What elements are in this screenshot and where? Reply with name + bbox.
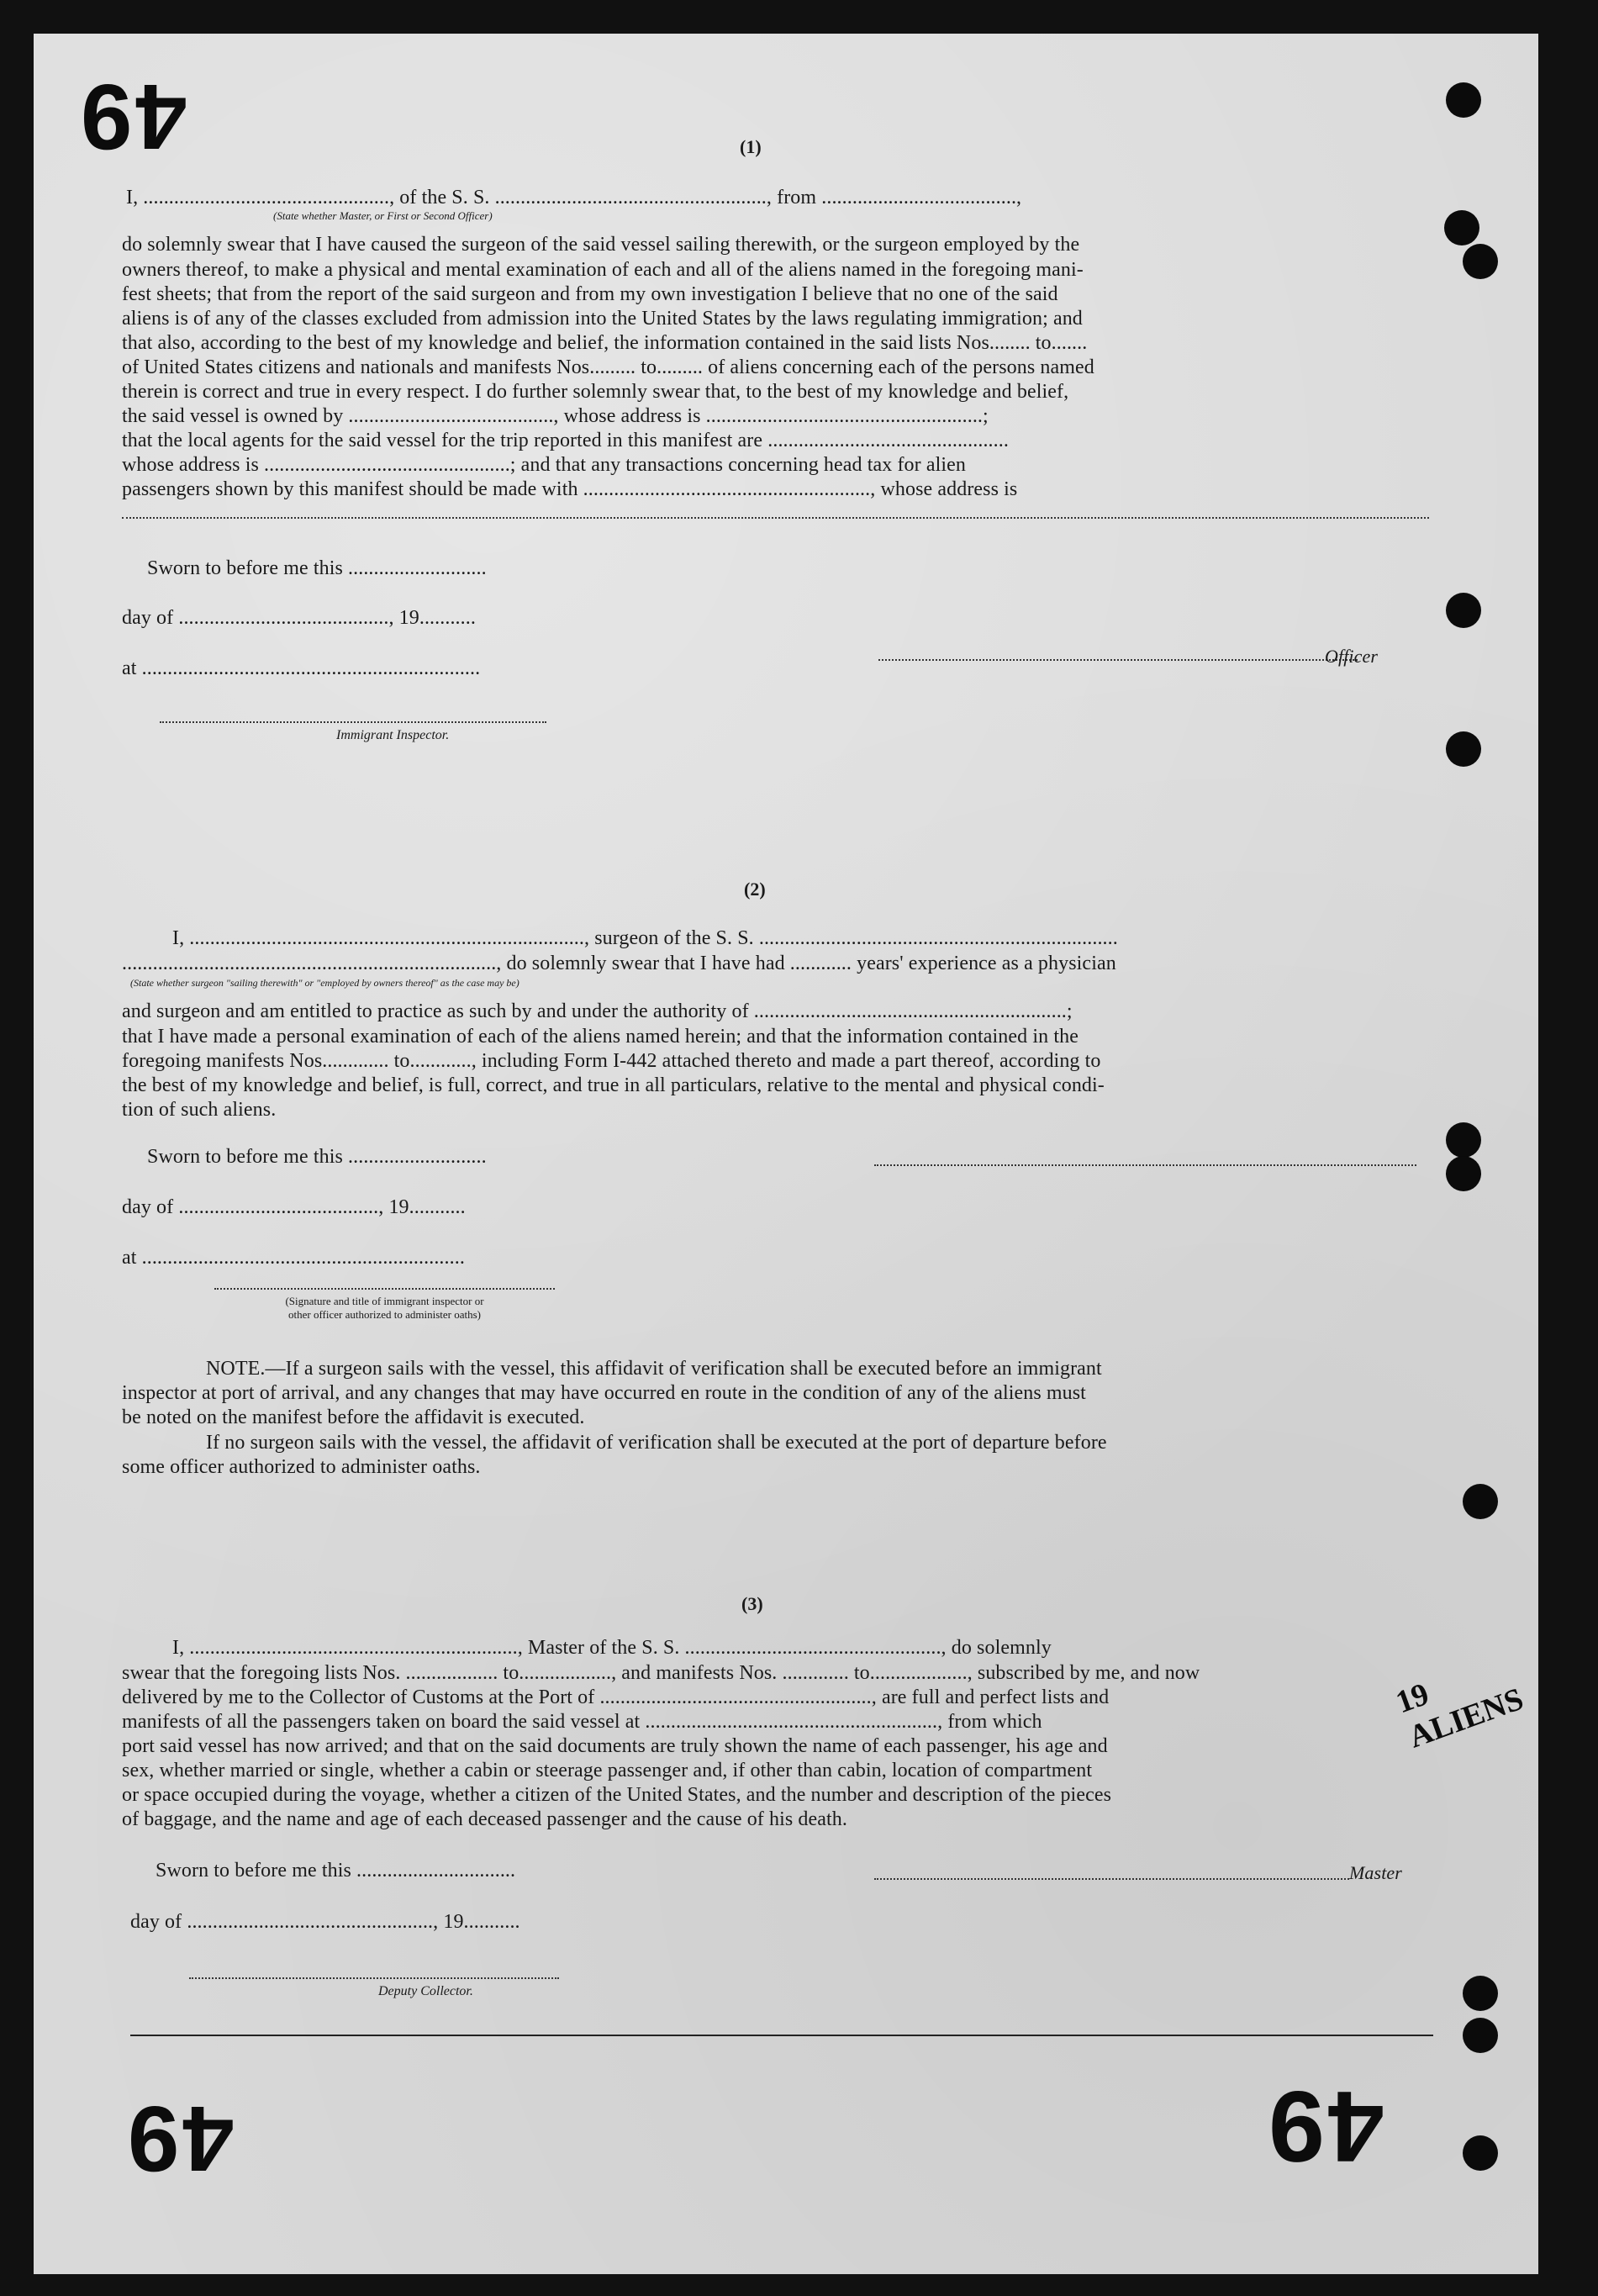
section-3-number: (3) bbox=[741, 1593, 763, 1614]
section-1-officer-line bbox=[878, 659, 1358, 661]
section-2-para-4: tion of such aliens. bbox=[122, 1099, 277, 1121]
margin-note: 19 ALIENS bbox=[1391, 1676, 1528, 1755]
section-3-para-2: delivered by me to the Collector of Customs at the Port of ....................................................., are full and perfect lists and bbox=[122, 1686, 1110, 1708]
section-2-sig-caption-line bbox=[214, 1288, 555, 1290]
section-1-para-7: the said vessel is owned by ........................................, whose address is ......................................................; bbox=[122, 405, 989, 427]
punch-hole bbox=[1444, 210, 1479, 245]
section-2-number: (2) bbox=[744, 879, 766, 900]
section-1-para-9: whose address is ................................................; and that any transactions concerning head tax for alien bbox=[122, 454, 966, 476]
section-1-sworn: Sworn to before me this ........................... bbox=[147, 557, 487, 579]
section-3-day: day of ................................................, 19........... bbox=[130, 1911, 520, 1933]
section-2-note-0: NOTE.—If a surgeon sails with the vessel, this affidavit of verification shall be executed before an immigrant bbox=[206, 1358, 1102, 1380]
section-1-at: at .................................................................. bbox=[122, 657, 481, 679]
section-2-sworn: Sworn to before me this ........................... bbox=[147, 1146, 487, 1168]
punch-hole bbox=[1446, 593, 1481, 628]
section-2-sig-caption-2: other officer authorized to administer oaths) bbox=[288, 1308, 481, 1321]
section-3-para-6: or space occupied during the voyage, whether a citizen of the United States, and the number and description of the pieces bbox=[122, 1784, 1112, 1806]
section-1-caption: (State whether Master, or First or Second Officer) bbox=[273, 209, 493, 222]
section-2-day: day of ......................................., 19........... bbox=[122, 1196, 466, 1218]
section-3-para-7: of baggage, and the name and age of each deceased passenger and the cause of his death. bbox=[122, 1808, 847, 1830]
section-1-officer-label: Officer bbox=[1325, 646, 1379, 667]
section-3-deputy-label: Deputy Collector. bbox=[378, 1984, 473, 1998]
stamp-top-left: 49 bbox=[77, 65, 187, 168]
punch-hole bbox=[1463, 2135, 1498, 2171]
section-1-line1: I, ................................................, of the S. S. ....................................................., from ......................................, bbox=[126, 187, 1022, 208]
punch-hole bbox=[1463, 1976, 1498, 2011]
punch-hole bbox=[1463, 244, 1498, 279]
punch-hole bbox=[1446, 82, 1481, 118]
section-3-para-0: I, ................................................................, Master of the S. S. .................................................., do solemnly bbox=[172, 1637, 1052, 1659]
section-1-para-10: passengers shown by this manifest should be made with ........................................................, whose address is bbox=[122, 478, 1018, 500]
section-2-line2: ........................................................................., do solemnly swear that I have had ............ years' experience as a physician bbox=[122, 953, 1116, 974]
section-2-note2-1: some officer authorized to administer oaths. bbox=[122, 1456, 481, 1478]
section-2-para-2: foregoing manifests Nos............. to............, including Form I-442 attached thereto and made a part thereof, according to bbox=[122, 1050, 1101, 1072]
section-2-signature-line bbox=[874, 1164, 1416, 1166]
section-1-dotted-line bbox=[122, 517, 1429, 519]
section-1-para-8: that the local agents for the said vessel for the trip reported in this manifest are ............................................... bbox=[122, 430, 1009, 451]
section-1-para-5: of United States citizens and nationals and manifests Nos......... to......... of aliens concerning each of the persons named bbox=[122, 356, 1094, 378]
punch-hole bbox=[1463, 2018, 1498, 2053]
section-2-line1: I, ............................................................................., surgeon of the S. S. ...................................................................... bbox=[172, 927, 1118, 949]
section-3-para-4: port said vessel has now arrived; and that on the said documents are truly shown the name of each passenger, his age and bbox=[122, 1735, 1108, 1757]
section-2-sig-caption-1: (Signature and title of immigrant inspector or bbox=[285, 1295, 484, 1307]
section-2-note-1: inspector at port of arrival, and any changes that may have occurred en route in the condition of any of the aliens must bbox=[122, 1382, 1086, 1404]
stamp-bottom-right: 49 bbox=[1265, 2070, 1384, 2183]
section-2-at: at ............................................................... bbox=[122, 1247, 465, 1269]
section-1-inspector-line bbox=[160, 721, 546, 723]
punch-hole bbox=[1446, 1122, 1481, 1158]
section-2-caption: (State whether surgeon "sailing therewith" or "employed by owners thereof" as the case may be) bbox=[130, 977, 519, 989]
section-2-note2-0: If no surgeon sails with the vessel, the affidavit of verification shall be executed at the port of departure before bbox=[206, 1432, 1107, 1454]
section-1-day: day of ........................................., 19........... bbox=[122, 607, 476, 629]
section-1-para-3: aliens is of any of the classes excluded from admission into the United States by the laws regulating immigration; and bbox=[122, 308, 1083, 330]
punch-hole bbox=[1446, 1156, 1481, 1191]
stamp-bottom-left: 49 bbox=[124, 2087, 235, 2190]
punch-hole bbox=[1446, 731, 1481, 767]
section-2-para-1: that I have made a personal examination of each of the aliens named herein; and that the information contained in the bbox=[122, 1026, 1079, 1048]
section-2-para-0: and surgeon and am entitled to practice as such by and under the authority of .............................................................; bbox=[122, 1000, 1073, 1022]
section-3-deputy-line bbox=[189, 1977, 559, 1979]
section-2-para-3: the best of my knowledge and belief, is full, correct, and true in all particulars, relative to the mental and physical condi- bbox=[122, 1074, 1105, 1096]
section-3-para-3: manifests of all the passengers taken on board the said vessel at ........................................................., from which bbox=[122, 1711, 1042, 1733]
section-3-para-1: swear that the foregoing lists Nos. .................. to.................., and manifests Nos. ............. to..................., subscribed by me, and now bbox=[122, 1662, 1200, 1684]
section-1-para-6: therein is correct and true in every respect. I do further solemnly swear that, to the best of my knowledge and belief, bbox=[122, 381, 1069, 403]
section-2-note-2: be noted on the manifest before the affidavit is executed. bbox=[122, 1407, 585, 1428]
section-3-para-5: sex, whether married or single, whether a cabin or steerage passenger and, if other than cabin, location of compartment bbox=[122, 1760, 1093, 1781]
section-1-para-0: do solemnly swear that I have caused the surgeon of the said vessel sailing therewith, or the surgeon employed by the bbox=[122, 234, 1080, 256]
section-1-number: (1) bbox=[740, 136, 762, 157]
section-1-inspector-label: Immigrant Inspector. bbox=[336, 728, 450, 742]
punch-hole bbox=[1463, 1484, 1498, 1519]
section-1-para-4: that also, according to the best of my knowledge and belief, the information contained in the said lists Nos........ to....... bbox=[122, 332, 1088, 354]
section-3-master-line bbox=[874, 1878, 1349, 1880]
section-3-master-label: Master bbox=[1349, 1862, 1402, 1883]
section-1-para-2: fest sheets; that from the report of the said surgeon and from my own investigation I believe that no one of the said bbox=[122, 283, 1058, 305]
section-1-para-1: owners thereof, to make a physical and mental examination of each and all of the aliens named in the foregoing mani- bbox=[122, 259, 1084, 281]
section-3-sworn: Sworn to before me this ............................... bbox=[156, 1860, 516, 1882]
bottom-rule bbox=[130, 2035, 1433, 2036]
manifest-page bbox=[34, 34, 1538, 2274]
